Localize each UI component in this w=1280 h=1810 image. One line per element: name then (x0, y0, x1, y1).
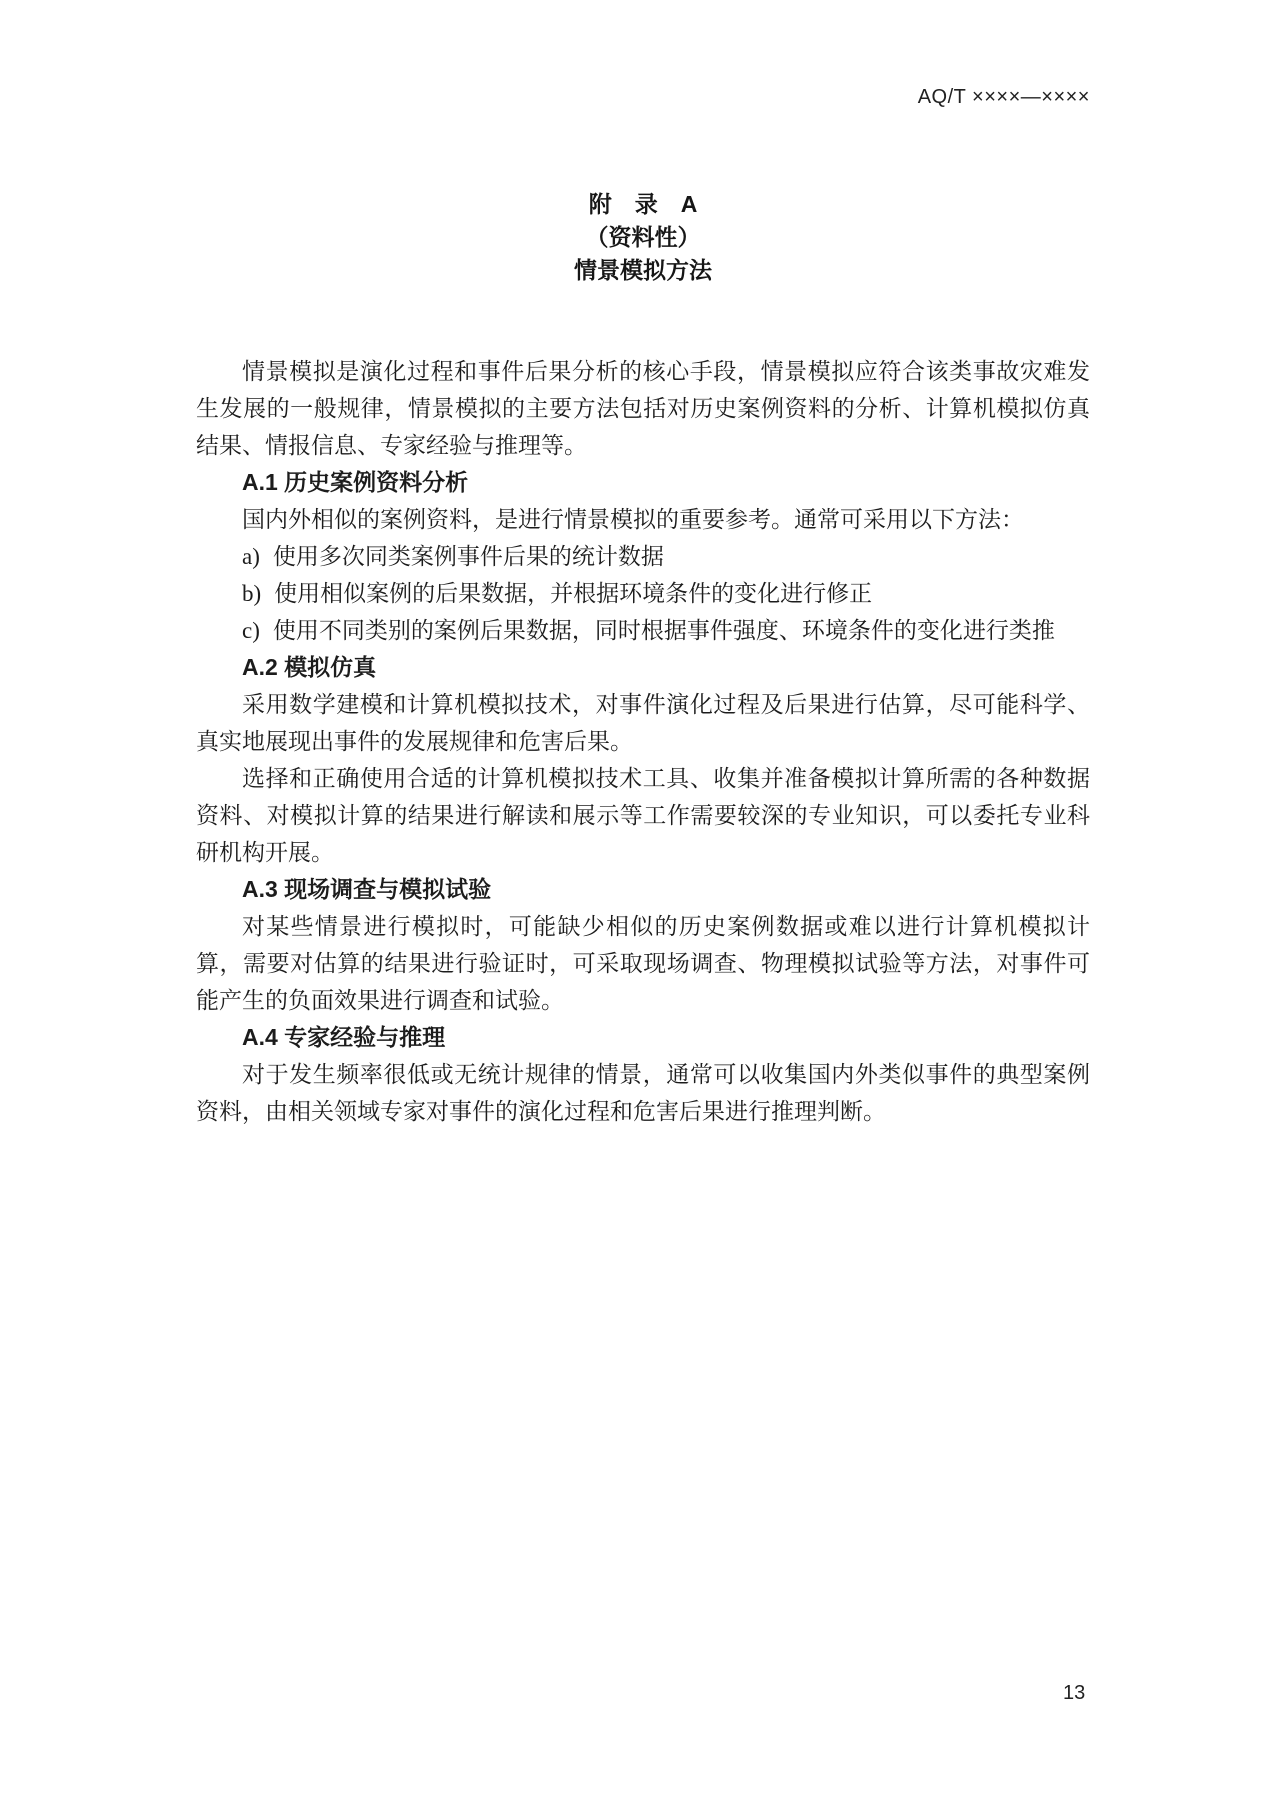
list-item-text: 使用多次同类案例事件后果的统计数据 (272, 544, 664, 569)
body-text (196, 353, 1090, 1130)
appendix-subject-title: 情景模拟方法 (574, 257, 712, 283)
appendix-informative-label: （资料性） (585, 224, 701, 250)
body-paragraph: 对于发生频率很低或无统计规律的情景，通常可以收集国内外类似事件的典型案例资料，由相关领域专家对事件的演化过程和危害后果进行推理判断。 (196, 1062, 1090, 1124)
appendix-title: 附 录 A (588, 191, 698, 217)
body-paragraph: 对某些情景进行模拟时，可能缺少相似的历史案例数据或难以进行计算机模拟计算，需要对估算的结果进行验证时，可采取现场调查、物理模拟试验等方法，对事件可能产生的负面效果进行调查和试验。 (196, 914, 1090, 1013)
clause-heading: A.1 历史案例资料分析 (242, 469, 469, 495)
content-column (196, 188, 1090, 1130)
list-item (196, 575, 1090, 612)
clause-heading: A.4 专家经验与推理 (242, 1024, 446, 1050)
list-item-label: a) (242, 544, 260, 569)
body-paragraph: 情景模拟是演化过程和事件后果分析的核心手段，情景模拟应符合该类事故灾难发生发展的一般规律，情景模拟的主要方法包括对历史案例资料的分析、计算机模拟仿真结果、情报信息、专家经验与推理等。 (196, 359, 1090, 458)
list-item-label: b) (242, 581, 262, 606)
list-item (196, 538, 1090, 575)
body-paragraph: 选择和正确使用合适的计算机模拟技术工具、收集并准备模拟计算所需的各种数据资料、对模拟计算的结果进行解读和展示等工作需要较深的专业知识，可以委托专业科研机构开展。 (196, 766, 1090, 865)
list-item (196, 612, 1090, 649)
list-item-text: 使用相似案例的后果数据，并根据环境条件的变化进行修正 (274, 581, 873, 606)
header-standard-code: AQ/T ××××—×××× (917, 86, 1090, 108)
clause-heading: A.2 模拟仿真 (242, 654, 377, 680)
clause-heading: A.3 现场调查与模拟试验 (242, 876, 492, 902)
body-paragraph: 采用数学建模和计算机模拟技术，对事件演化过程及后果进行估算，尽可能科学、真实地展现出事件的发展规律和危害后果。 (196, 692, 1090, 754)
page-number: 13 (1063, 1682, 1086, 1704)
list-item-label: c) (242, 618, 260, 643)
list-item-text: 使用不同类别的案例后果数据，同时根据事件强度、环境条件的变化进行类推 (272, 618, 1055, 643)
appendix-title-block (196, 188, 1090, 287)
body-paragraph: 国内外相似的案例资料，是进行情景模拟的重要参考。通常可采用以下方法： (242, 507, 1024, 532)
